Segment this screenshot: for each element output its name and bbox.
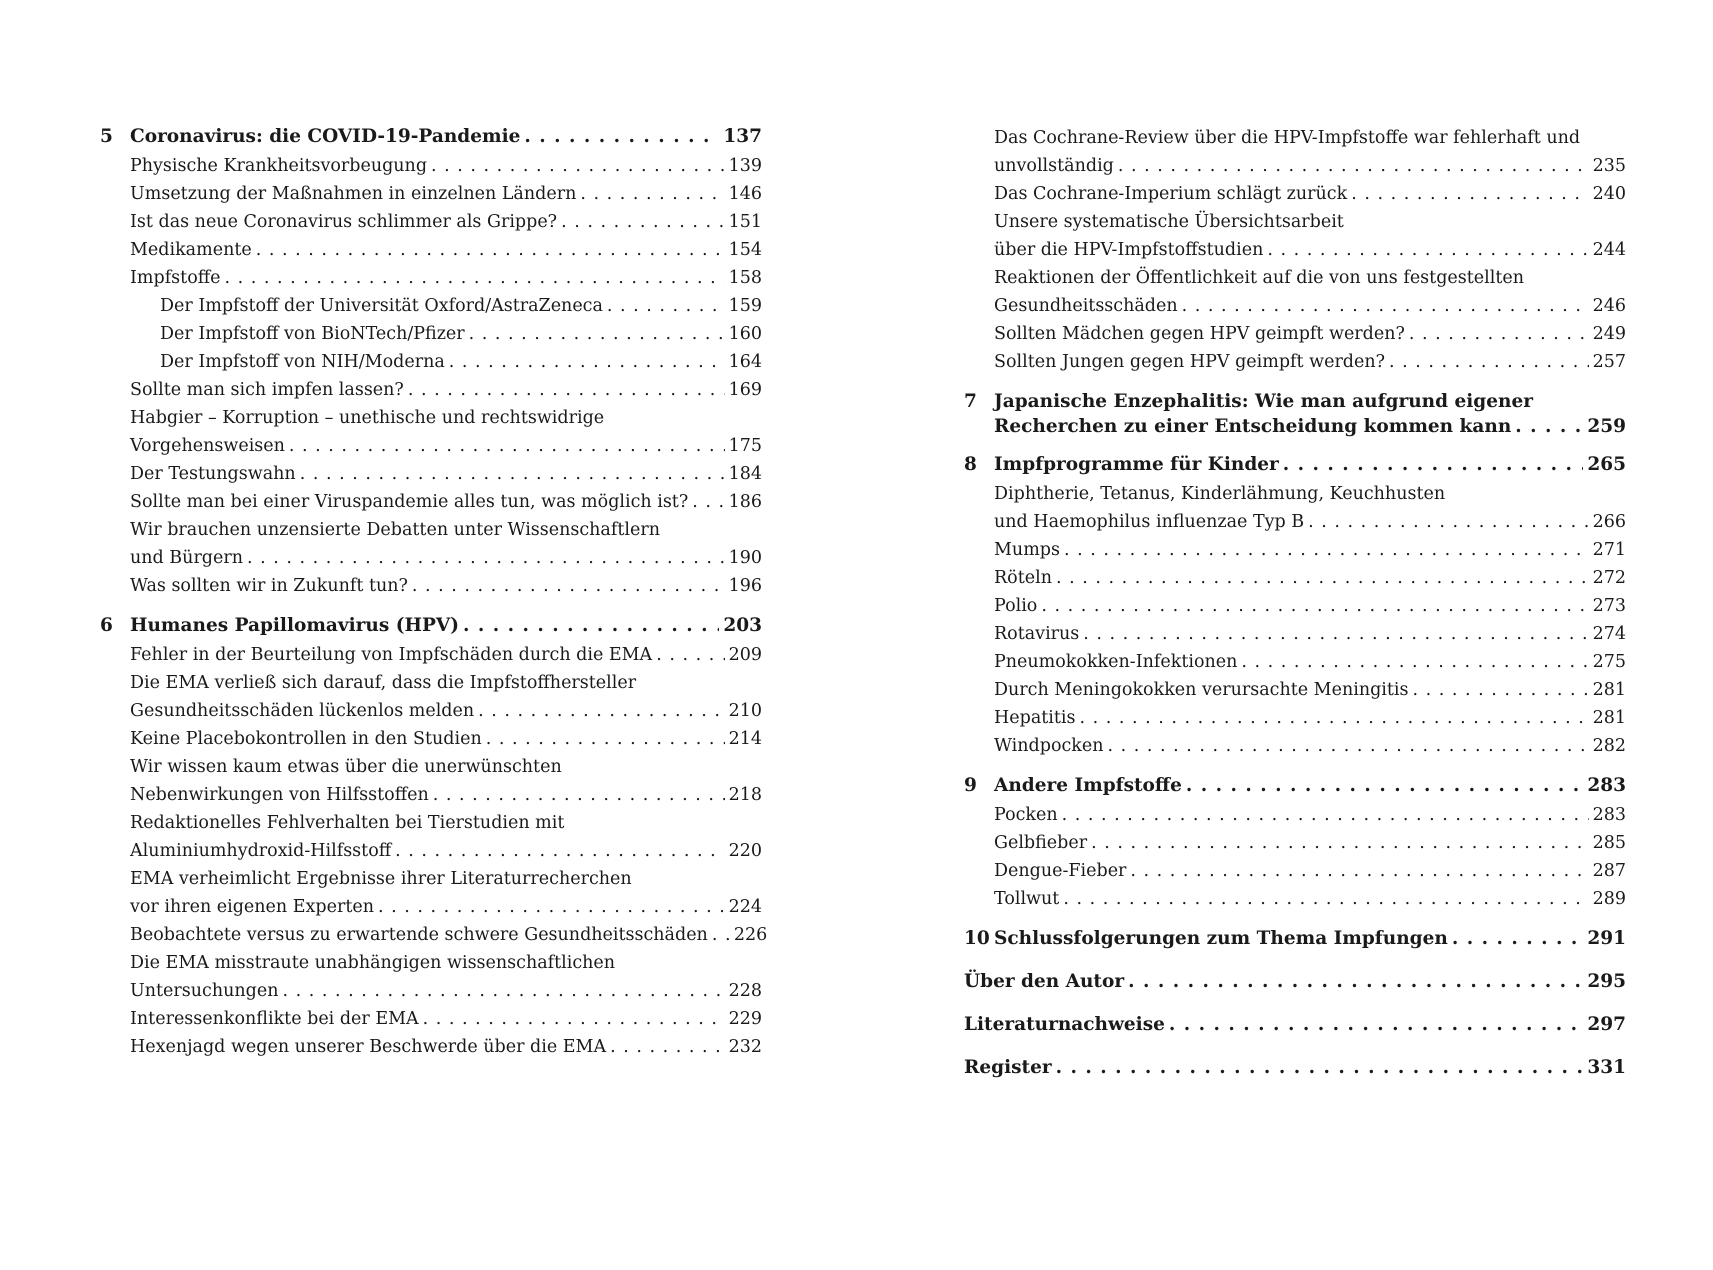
page-number: 210	[728, 701, 762, 721]
toc-index[interactable]	[964, 1055, 1626, 1080]
entry-title-cont: Aluminiumhydroxid-Hilfsstoff	[130, 841, 392, 861]
toc-entry[interactable]	[100, 152, 762, 180]
toc-entry[interactable]	[100, 641, 762, 669]
entry-title: Sollten Mädchen gegen HPV geimpft werden?	[994, 324, 1405, 344]
toc-entry[interactable]	[964, 264, 1626, 320]
page-number: 266	[1592, 512, 1626, 532]
entry-title: Die EMA verließ sich darauf, dass die Impfstoffhersteller	[130, 673, 637, 693]
page-number: 246	[1592, 296, 1626, 316]
leader-dots	[1186, 773, 1584, 798]
entry-title: Impfstoffe	[130, 268, 221, 288]
page-number: 175	[728, 436, 762, 456]
toc-subentry[interactable]	[100, 348, 762, 376]
right-page	[964, 124, 1626, 1080]
toc-entry[interactable]	[964, 564, 1626, 592]
toc-entry[interactable]	[100, 753, 762, 809]
section-title: Literaturnachweise	[964, 1014, 1165, 1035]
page-number: 283	[1592, 805, 1626, 825]
entry-title: Hepatitis	[994, 708, 1076, 728]
entry-title-cont: über die HPV-Impfstoffstudien	[994, 240, 1264, 260]
toc-chapter-5[interactable]	[100, 124, 762, 149]
entry-title: Sollte man sich impfen lassen?	[130, 380, 404, 400]
toc-references[interactable]	[964, 1012, 1626, 1037]
page-number: 228	[728, 981, 762, 1001]
toc-entry[interactable]	[100, 180, 762, 208]
toc-entry[interactable]	[964, 180, 1626, 208]
entry-title: Das Cochrane-Imperium schlägt zurück	[994, 184, 1348, 204]
entry-title: Durch Meningokokken verursachte Meningitis	[994, 680, 1409, 700]
toc-entry[interactable]	[100, 572, 762, 600]
toc-entry[interactable]	[964, 124, 1626, 180]
entry-title: Beobachtete versus zu erwartende schwere Gesundheitsschäden	[130, 925, 708, 945]
toc-entry[interactable]	[964, 648, 1626, 676]
page-number: 184	[728, 464, 762, 484]
page-number: 151	[728, 212, 762, 232]
toc-chapter-7[interactable]	[964, 389, 1626, 439]
section-title: Über den Autor	[964, 971, 1125, 992]
entry-title: Röteln	[994, 568, 1052, 588]
leader-dots	[524, 124, 719, 149]
entry-title: Umsetzung der Maßnahmen in einzelnen Ländern	[130, 184, 577, 204]
toc-chapter-10[interactable]	[964, 926, 1626, 951]
chapter-number: 5	[100, 126, 113, 147]
entry-title: Physische Krankheitsvorbeugung	[130, 156, 428, 176]
toc-entry[interactable]	[100, 669, 762, 725]
page-number: 295	[1587, 971, 1626, 992]
toc-entry[interactable]	[100, 460, 762, 488]
page-number: 164	[728, 352, 762, 372]
page-number: 281	[1592, 680, 1626, 700]
page-number: 226	[733, 925, 768, 945]
toc-entry[interactable]	[100, 404, 762, 460]
entry-title-cont: und Bürgern	[130, 548, 243, 568]
page-number: 272	[1592, 568, 1626, 588]
page-number: 271	[1592, 540, 1626, 560]
chapter-number: 6	[100, 615, 113, 636]
page-number: 146	[728, 184, 762, 204]
toc-entry[interactable]	[100, 1033, 762, 1061]
left-page	[100, 124, 768, 1061]
chapter-number: 8	[964, 454, 977, 475]
page-number: 203	[723, 615, 762, 636]
page-number: 139	[728, 156, 762, 176]
leader-dots	[1128, 969, 1583, 994]
chapter-number: 10	[964, 928, 990, 949]
toc-about-author[interactable]	[964, 969, 1626, 994]
toc-entry[interactable]	[964, 857, 1626, 885]
entry-title-cont: Gesundheitsschäden	[994, 296, 1178, 316]
leader-dots	[463, 613, 719, 638]
toc-entry[interactable]	[100, 236, 762, 264]
page-number: 214	[728, 729, 762, 749]
entry-title: Medikamente	[130, 240, 252, 260]
page-number: 283	[1587, 775, 1626, 796]
page-number: 137	[723, 126, 762, 147]
page-number: 282	[1592, 736, 1626, 756]
entry-title: Der Impfstoff der Universität Oxford/AstraZeneca	[160, 296, 603, 316]
toc-entry[interactable]	[964, 885, 1626, 913]
toc-entry[interactable]	[964, 732, 1626, 760]
entry-title-cont: Nebenwirkungen von Hilfsstoffen	[130, 785, 429, 805]
entry-title: Rotavirus	[994, 624, 1080, 644]
toc-entry[interactable]	[100, 376, 762, 404]
page-number: 159	[728, 296, 762, 316]
toc-entry[interactable]	[964, 480, 1626, 536]
page-number: 158	[728, 268, 762, 288]
entry-title-cont: Vorgehensweisen	[130, 436, 285, 456]
toc-entry[interactable]	[100, 949, 762, 1005]
toc-chapter-8[interactable]	[964, 452, 1626, 477]
chapter-title: Andere Impfstoffe	[994, 775, 1182, 796]
page-number: 160	[728, 324, 762, 344]
page-number: 186	[728, 492, 762, 512]
entry-title: Reaktionen der Öffentlichkeit auf die von uns festgestellten	[994, 268, 1524, 288]
page-number: 265	[1587, 454, 1626, 475]
leader-dots	[1283, 452, 1584, 477]
toc-entry[interactable]	[100, 208, 762, 236]
toc-entry[interactable]	[100, 264, 762, 292]
entry-title: Tollwut	[994, 889, 1060, 909]
page-number: 289	[1592, 889, 1626, 909]
chapter-number: 7	[964, 391, 977, 412]
toc-entry[interactable]	[100, 725, 762, 753]
entry-title-cont: Untersuchungen	[130, 981, 279, 1001]
chapter-title: Schlussfolgerungen zum Thema Impfungen	[994, 928, 1448, 949]
page-number: 224	[728, 897, 762, 917]
chapter-title: Humanes Papillomavirus (HPV)	[130, 615, 459, 636]
entry-title: Interessenkonflikte bei der EMA	[130, 1009, 419, 1029]
leader-dots	[1169, 1012, 1583, 1037]
page-number: 244	[1592, 240, 1626, 260]
toc-entry[interactable]	[964, 348, 1626, 376]
page-number: 154	[728, 240, 762, 260]
toc-chapter-9[interactable]	[964, 773, 1626, 798]
entry-title: Polio	[994, 596, 1038, 616]
entry-title: Diphtherie, Tetanus, Kinderlähmung, Keuchhusten	[994, 484, 1446, 504]
page-number: 331	[1587, 1057, 1626, 1078]
entry-title: Ist das neue Coronavirus schlimmer als Grippe?	[130, 212, 558, 232]
leader-dots	[1515, 414, 1583, 439]
entry-title: Wir brauchen unzensierte Debatten unter Wissenschaftlern	[130, 520, 660, 540]
toc-entry[interactable]	[964, 592, 1626, 620]
entry-title: Fehler in der Beurteilung von Impfschäden durch die EMA	[130, 645, 653, 665]
toc-entry[interactable]	[100, 516, 762, 572]
toc-entry[interactable]	[964, 320, 1626, 348]
entry-title: Mumps	[994, 540, 1060, 560]
toc-chapter-6[interactable]	[100, 613, 762, 638]
section-title: Register	[964, 1057, 1052, 1078]
toc-entry[interactable]	[964, 676, 1626, 704]
page-number: 249	[1592, 324, 1626, 344]
page-number: 281	[1592, 708, 1626, 728]
entry-title: Hexenjagd wegen unserer Beschwerde über die EMA	[130, 1037, 607, 1057]
page-number: 169	[728, 380, 762, 400]
page-number: 190	[728, 548, 762, 568]
entry-title: Der Testungswahn	[130, 464, 296, 484]
entry-title-cont: vor ihren eigenen Experten	[130, 897, 374, 917]
entry-title: Gelbfieber	[994, 833, 1088, 853]
toc-entry[interactable]	[100, 865, 762, 921]
page-number: 209	[728, 645, 762, 665]
entry-title: Wir wissen kaum etwas über die unerwünschten	[130, 757, 562, 777]
entry-title: Pocken	[994, 805, 1058, 825]
page-number: 275	[1592, 652, 1626, 672]
page-number: 285	[1592, 833, 1626, 853]
chapter-title: Coronavirus: die COVID-19-Pandemie	[130, 126, 521, 147]
entry-title: Habgier – Korruption – unethische und rechtswidrige	[130, 408, 605, 428]
leader-dots	[1452, 926, 1584, 951]
entry-title: Unsere systematische Übersichtsarbeit	[994, 212, 1344, 232]
entry-title: Sollte man bei einer Viruspandemie alles tun, was möglich ist?	[130, 492, 689, 512]
page-number: 218	[728, 785, 762, 805]
page-number: 220	[728, 841, 762, 861]
toc-entry[interactable]	[964, 704, 1626, 732]
entry-title: Was sollten wir in Zukunft tun?	[130, 576, 408, 596]
entry-title: Das Cochrane-Review über die HPV-Impfstoffe war fehlerhaft und	[994, 128, 1581, 148]
toc-entry[interactable]	[964, 536, 1626, 564]
toc-entry[interactable]	[964, 208, 1626, 264]
chapter-number: 9	[964, 775, 977, 796]
entry-title: Pneumokokken-Infektionen	[994, 652, 1238, 672]
page-number: 274	[1592, 624, 1626, 644]
page-number: 232	[728, 1037, 762, 1057]
entry-title: EMA verheimlicht Ergebnisse ihrer Literaturrecherchen	[130, 869, 632, 889]
chapter-title: Impfprogramme für Kinder	[994, 454, 1279, 475]
toc-subentry[interactable]	[100, 320, 762, 348]
entry-title: Dengue-Fieber	[994, 861, 1127, 881]
entry-title: Die EMA misstraute unabhängigen wissenschaftlichen	[130, 953, 616, 973]
page-number: 287	[1592, 861, 1626, 881]
toc-entry[interactable]	[100, 921, 768, 949]
toc-entry[interactable]	[100, 1005, 762, 1033]
toc-entry[interactable]	[100, 488, 762, 516]
toc-entry[interactable]	[964, 620, 1626, 648]
entry-title-cont: unvollständig	[994, 156, 1114, 176]
entry-title: Sollten Jungen gegen HPV geimpft werden?	[994, 352, 1386, 372]
entry-title: Der Impfstoff von NIH/Moderna	[160, 352, 445, 372]
chapter-title-cont: Recherchen zu einer Entscheidung kommen kann	[994, 416, 1512, 437]
page-number: 235	[1592, 156, 1626, 176]
page-number: 196	[728, 576, 762, 596]
leader-dots	[1056, 1055, 1584, 1080]
entry-title: Redaktionelles Fehlverhalten bei Tierstudien mit	[130, 813, 565, 833]
toc-subentry[interactable]	[100, 292, 762, 320]
entry-title-cont: Gesundheitsschäden lückenlos melden	[130, 701, 475, 721]
page-number: 291	[1587, 928, 1626, 949]
page-number: 257	[1592, 352, 1626, 372]
entry-title-cont: und Haemophilus influenzae Typ B	[994, 512, 1305, 532]
entry-title: Windpocken	[994, 736, 1104, 756]
page-number: 229	[728, 1009, 762, 1029]
page-number: 259	[1587, 416, 1626, 437]
page-number: 273	[1592, 596, 1626, 616]
toc-entry[interactable]	[100, 809, 762, 865]
chapter-title: Japanische Enzephalitis: Wie man aufgrund eigener	[994, 391, 1533, 412]
toc-entry[interactable]	[964, 801, 1626, 829]
entry-title: Der Impfstoff von BioNTech/Pfizer	[160, 324, 465, 344]
page-number: 297	[1587, 1014, 1626, 1035]
entry-title: Keine Placebokontrollen in den Studien	[130, 729, 482, 749]
page-number: 240	[1592, 184, 1626, 204]
toc-entry[interactable]	[964, 829, 1626, 857]
